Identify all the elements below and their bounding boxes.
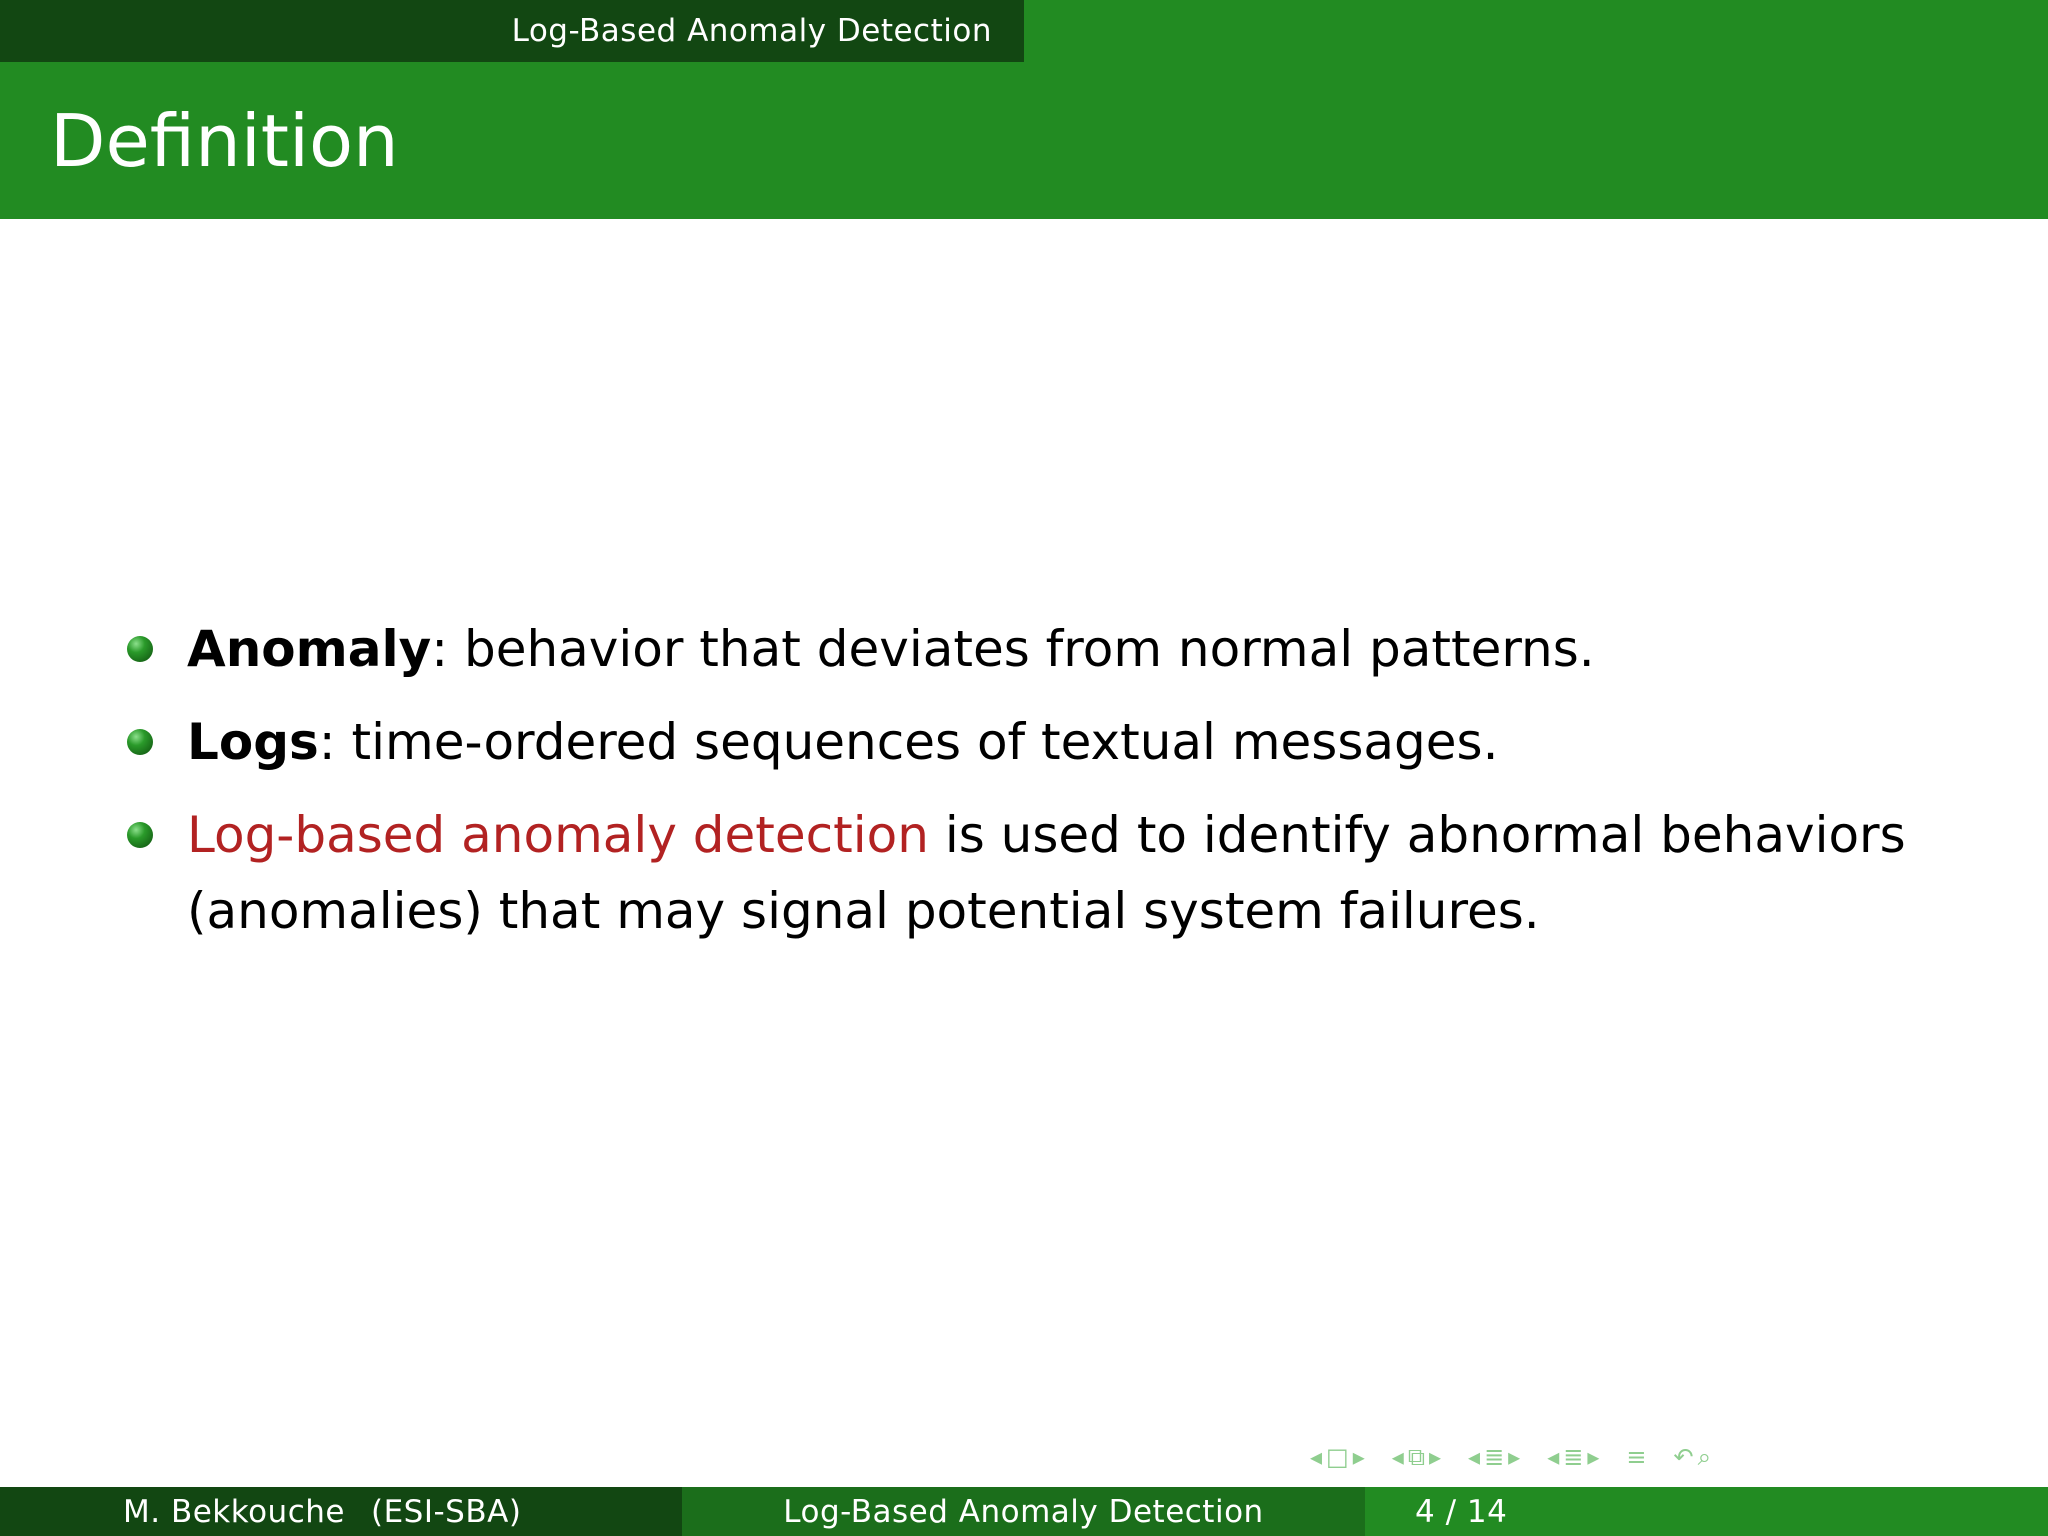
headline-subsection-area — [1024, 0, 2048, 62]
item-alert-term: Log-based anomaly detection — [187, 806, 929, 864]
footer-author: M. Bekkouche — [123, 1493, 345, 1530]
nav-subsection-icon[interactable]: ⧉ — [1407, 1443, 1425, 1471]
headline-bar — [0, 0, 2048, 62]
item-term: Anomaly — [187, 620, 432, 678]
item-text: : time-ordered sequences of textual messages. — [318, 713, 1499, 771]
nav-next-frame-icon[interactable]: ▸ — [1352, 1443, 1365, 1471]
nav-prev-section-icon[interactable]: ◂ — [1468, 1443, 1481, 1471]
nav-frame-group — [1310, 1443, 1365, 1471]
nav-document-group — [1547, 1443, 1599, 1471]
nav-document-icon[interactable]: ≣ — [1563, 1443, 1584, 1471]
slide-content — [0, 219, 2048, 1487]
list-item — [0, 611, 2048, 687]
nav-section-icon[interactable]: ≣ — [1484, 1443, 1505, 1471]
item-text: is used to identify abnormal behaviors (anomalies) that may signal potential system failures. — [187, 806, 1906, 940]
footer-author-box — [0, 1487, 682, 1536]
nav-subsection-group — [1392, 1443, 1441, 1471]
nav-search-icon[interactable]: ⌕ — [1697, 1443, 1712, 1471]
navigation-symbols — [1310, 1437, 1729, 1477]
nav-appendix-group — [1626, 1443, 1646, 1471]
frame-title — [0, 62, 2048, 219]
footer-institute: (ESI-SBA) — [370, 1493, 522, 1530]
frame-title-text: Definition — [50, 98, 399, 183]
footer-title: Log-Based Anomaly Detection — [783, 1493, 1264, 1530]
list-item — [0, 797, 2048, 949]
bullet-list — [0, 611, 2048, 966]
nav-frame-icon[interactable]: □ — [1326, 1443, 1349, 1471]
nav-section-group — [1468, 1443, 1520, 1471]
ball-bullet-icon — [127, 729, 153, 755]
ball-bullet-icon — [127, 822, 153, 848]
nav-prev-subsection-icon[interactable]: ◂ — [1391, 1443, 1404, 1471]
nav-search-group — [1674, 1443, 1712, 1471]
item-text: : behavior that deviates from normal patterns. — [431, 620, 1595, 678]
list-item — [0, 704, 2048, 780]
footer-title-box — [682, 1487, 1365, 1536]
nav-prev-document-icon[interactable]: ◂ — [1547, 1443, 1560, 1471]
item-term: Logs — [187, 713, 319, 771]
nav-next-document-icon[interactable]: ▸ — [1587, 1443, 1600, 1471]
ball-bullet-icon — [127, 636, 153, 662]
footline-bar — [0, 1487, 2048, 1536]
nav-appendix-icon[interactable]: ≡ — [1626, 1443, 1647, 1471]
nav-back-icon[interactable]: ↶ — [1673, 1443, 1694, 1471]
nav-next-section-icon[interactable]: ▸ — [1508, 1443, 1521, 1471]
nav-next-subsection-icon[interactable]: ▸ — [1428, 1443, 1442, 1471]
headline-section-name[interactable]: Log-Based Anomaly Detection — [0, 0, 1024, 62]
footer-page-box — [1365, 1487, 2048, 1536]
nav-prev-frame-icon[interactable]: ◂ — [1310, 1443, 1323, 1471]
footer-page-number: 4 / 14 — [1415, 1493, 1508, 1530]
